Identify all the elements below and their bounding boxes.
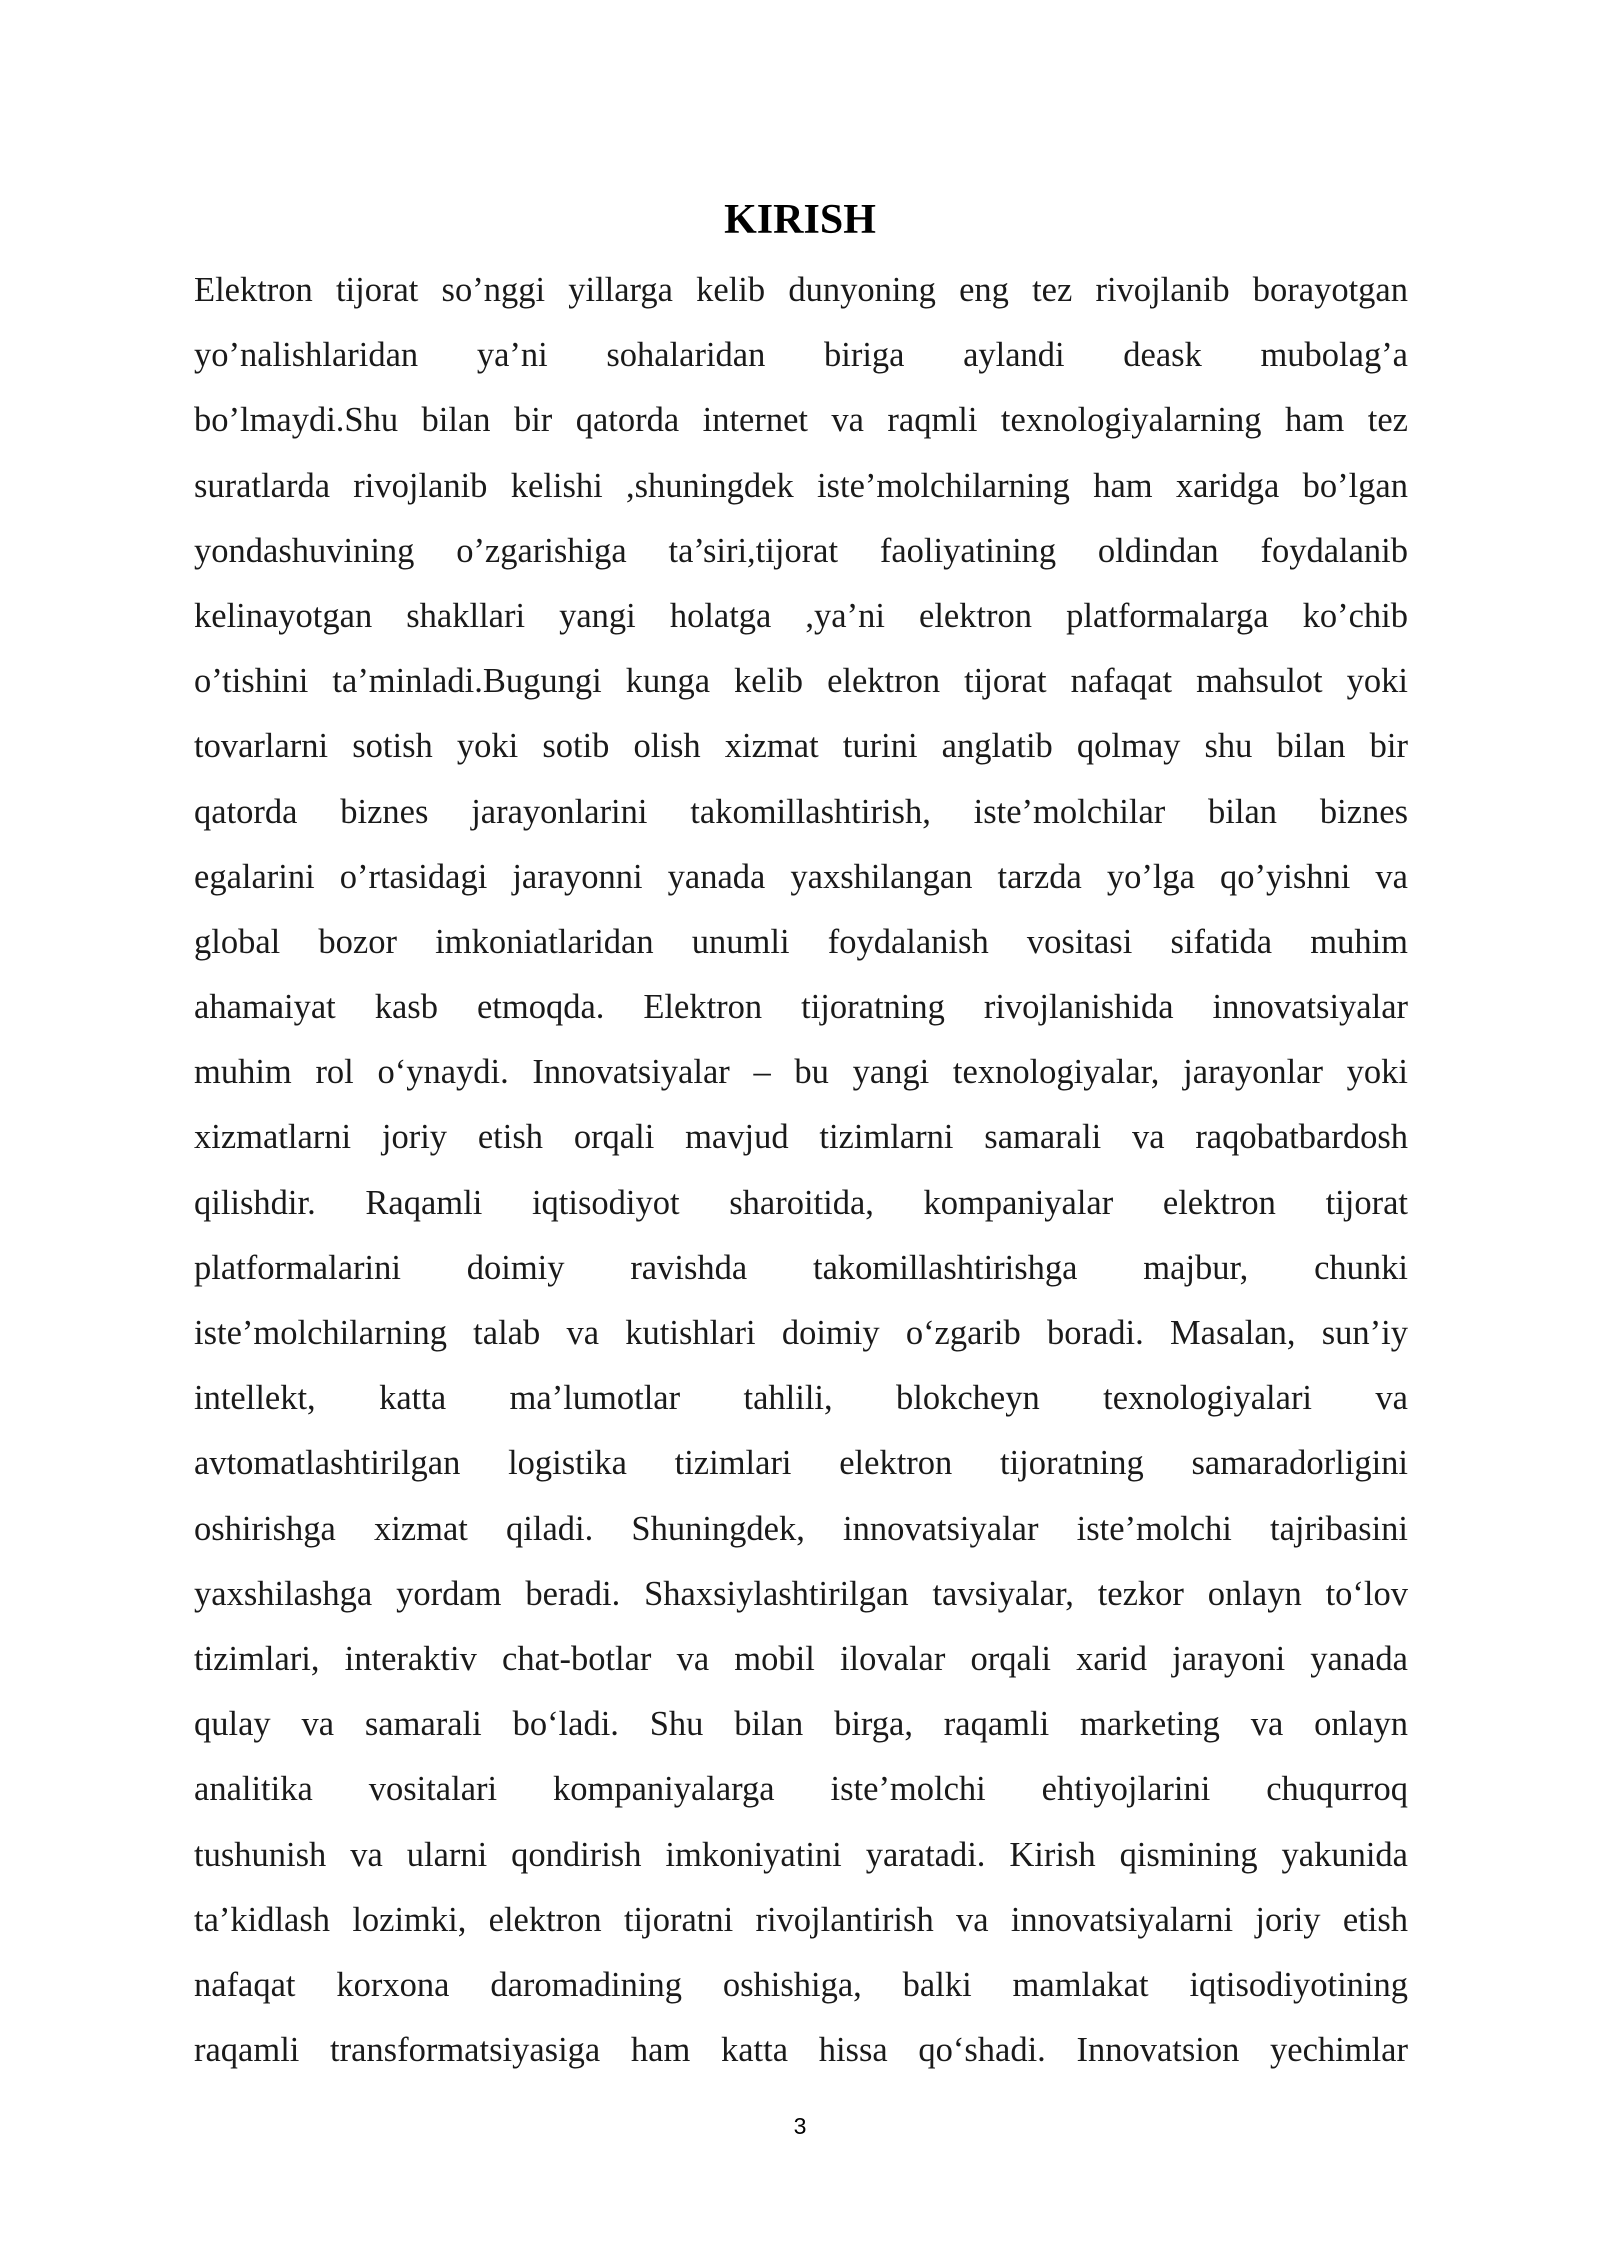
text-line: oshirishga xizmat qiladi. Shuningdek, innovatsiyalar iste’molchi tajribasini	[194, 1509, 1408, 1548]
text-line: xizmatlarni joriy etish orqali mavjud tizimlarni samarali va raqobatbardosh	[194, 1118, 1408, 1157]
text-line: ta’kidlash lozimki, elektron tijoratni rivojlantirish va innovatsiyalarni joriy etish	[194, 1900, 1408, 1939]
text-line: qulay va samarali bo‘ladi. Shu bilan birga, raqamli marketing va onlayn	[194, 1705, 1408, 1744]
page-number: 3	[793, 2113, 807, 2139]
text-line: Elektron tijorat so’nggi yillarga kelib dunyoning eng tez rivojlanib borayotgan	[194, 271, 1408, 309]
text-line: platformalarini doimiy ravishda takomillashtirishga majbur, chunki	[194, 1248, 1408, 1287]
text-line: egalarini o’rtasidagi jarayonni yanada yaxshilangan tarzda yo’lga qo’yishni va	[194, 857, 1408, 896]
text-line: yondashuvining o’zgarishiga ta’siri,tijorat faoliyatining oldindan foydalanib	[194, 531, 1408, 570]
page-title: KIRISH	[724, 197, 876, 243]
body-paragraph	[194, 264, 1408, 2089]
text-line: global bozor imkoniatlaridan unumli foydalanish vositasi sifatida muhim	[194, 922, 1408, 961]
text-line: intellekt, katta ma’lumotlar tahlili, blokcheyn texnologiyalari va	[194, 1379, 1408, 1418]
text-line: nafaqat korxona daromadining oshishiga, balki mamlakat iqtisodiyotining	[194, 1965, 1408, 2004]
text-line: kelinayotgan shakllari yangi holatga ,ya’ni elektron platformalarga ko’chib	[194, 596, 1408, 635]
text-line: o’tishini ta’minladi.Bugungi kunga kelib elektron tijorat nafaqat mahsulot yoki	[194, 662, 1408, 701]
text-line: iste’molchilarning talab va kutishlari doimiy o‘zgarib boradi. Masalan, sun’iy	[194, 1314, 1408, 1352]
text-line: raqamli transformatsiyasiga ham katta hissa qo‘shadi. Innovatsion yechimlar	[194, 2031, 1408, 2070]
text-line: avtomatlashtirilgan logistika tizimlari elektron tijoratning samaradorligini	[194, 1444, 1408, 1483]
text-line: qatorda biznes jarayonlarini takomillashtirish, iste’molchilar bilan biznes	[194, 792, 1408, 831]
text-line: suratlarda rivojlanib kelishi ,shuningdek iste’molchilarning ham xaridga bo’lgan	[194, 466, 1408, 505]
text-line: tizimlari, interaktiv chat-botlar va mobil ilovalar orqali xarid jarayoni yanada	[194, 1639, 1408, 1678]
text-line: muhim rol o‘ynaydi. Innovatsiyalar – bu yangi texnologiyalar, jarayonlar yoki	[194, 1053, 1408, 1092]
text-line: tushunish va ularni qondirish imkoniyatini yaratadi. Kirish qismining yakunida	[194, 1835, 1408, 1874]
text-line: bo’lmaydi.Shu bilan bir qatorda internet va raqmli texnologiyalarning ham tez	[194, 401, 1408, 440]
text-line: ahamaiyat kasb etmoqda. Elektron tijoratning rivojlanishida innovatsiyalar	[194, 988, 1408, 1027]
text-line: tovarlarni sotish yoki sotib olish xizmat turini anglatib qolmay shu bilan bir	[194, 727, 1408, 766]
text-line: yaxshilashga yordam beradi. Shaxsiylashtirilgan tavsiyalar, tezkor onlayn to‘lov	[194, 1574, 1408, 1613]
text-line: yo’nalishlaridan ya’ni sohalaridan biriga aylandi deask mubolag’a	[194, 336, 1408, 375]
text-line: qilishdir. Raqamli iqtisodiyot sharoitida, kompaniyalar elektron tijorat	[194, 1183, 1408, 1222]
text-line: analitika vositalari kompaniyalarga iste’molchi ehtiyojlarini chuqurroq	[194, 1770, 1408, 1809]
